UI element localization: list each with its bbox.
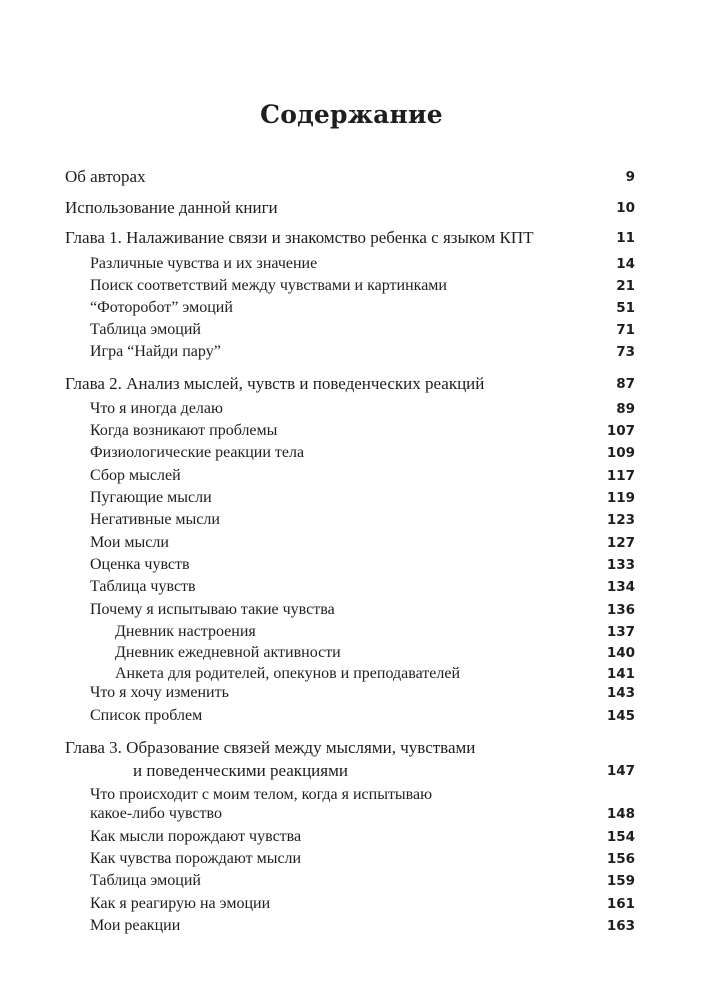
toc-entry-page-number: 73	[616, 344, 635, 360]
toc-entry-page-number: 134	[606, 579, 635, 595]
toc-entry	[65, 442, 635, 464]
toc-entry	[65, 275, 635, 297]
toc-entry-page-number: 137	[606, 624, 635, 640]
toc-entry-page-number: 133	[606, 557, 635, 573]
toc-entry-page-number: 117	[606, 468, 635, 484]
toc-entry-title: Таблица чувств	[90, 578, 196, 595]
toc-entry-page-number: 89	[616, 401, 635, 417]
toc-entry-page-number: 10	[616, 200, 635, 216]
toc-entry-title: Таблица эмоций	[90, 872, 201, 889]
toc-entry-title: Пугающие мысли	[90, 489, 212, 506]
toc-entry-title: Почему я испытываю такие чувства	[90, 601, 335, 618]
toc-entry-title: Глава 2. Анализ мыслей, чувств и поведенческих реакций	[65, 374, 485, 393]
toc-entry-page-number: 140	[606, 645, 635, 661]
toc-entry	[65, 737, 635, 759]
toc-entry-title: Игра “Найди пару”	[90, 343, 221, 360]
toc-entry	[65, 621, 635, 643]
toc-entry-page-number: 119	[606, 490, 635, 506]
toc-entry-title: Таблица эмоций	[90, 321, 201, 338]
toc-entry-page-number: 71	[616, 322, 635, 338]
toc-entry-title: Негативные мысли	[90, 511, 220, 528]
toc-entry-title: Дневник ежедневной активности	[115, 644, 341, 661]
toc-entry-page-number: 107	[606, 423, 635, 439]
toc-entry	[65, 532, 635, 554]
toc-entry	[65, 576, 635, 598]
toc-entry	[65, 893, 635, 915]
toc-entry-page-number: 154	[606, 829, 635, 845]
toc-entry	[65, 341, 635, 363]
toc-entry	[65, 398, 635, 420]
toc-entry-page-number: 161	[606, 896, 635, 912]
toc-entry-title: Мои мысли	[90, 534, 169, 551]
toc-entry-title: Когда возникают проблемы	[90, 422, 278, 439]
toc-entry	[65, 197, 635, 219]
toc-entry-page-number: 141	[606, 666, 635, 682]
toc-entry-page-number: 159	[606, 873, 635, 889]
toc-entry	[65, 319, 635, 341]
toc-entry	[65, 803, 635, 825]
toc-entry-title: и поведенческими реакциями	[133, 761, 348, 780]
toc-entry-title: какое-либо чувство	[90, 805, 222, 822]
toc-entry	[65, 487, 635, 509]
toc-entry	[65, 166, 635, 188]
toc-entry-page-number: 9	[625, 169, 635, 185]
toc-entry	[65, 682, 635, 704]
toc-entry-page-number: 87	[616, 376, 635, 392]
toc-entry-page-number: 156	[606, 851, 635, 867]
toc-entry-page-number: 143	[606, 685, 635, 701]
toc-entry-title: Различные чувства и их значение	[90, 255, 318, 272]
toc-entry-page-number: 147	[606, 763, 635, 779]
toc-entry-title: Что я хочу изменить	[90, 684, 229, 701]
toc-entry	[65, 227, 635, 249]
toc-entry-title: Как я реагирую на эмоции	[90, 895, 271, 912]
toc-entry-page-number: 136	[606, 602, 635, 618]
toc-entry	[65, 599, 635, 621]
page-title: Содержание	[260, 100, 443, 129]
toc-entry-title: Анкета для родителей, опекунов и преподавателей	[115, 665, 461, 682]
toc-entry	[65, 848, 635, 870]
toc-entry-title: Сбор мыслей	[90, 467, 181, 484]
toc-entry	[65, 870, 635, 892]
toc-entry-title: Что я иногда делаю	[90, 400, 223, 417]
toc-entry	[65, 760, 635, 782]
toc-entry	[65, 297, 635, 319]
toc-entry-page-number: 145	[606, 708, 635, 724]
toc-entry-page-number: 127	[606, 535, 635, 551]
toc-entry-page-number: 109	[606, 445, 635, 461]
toc-entry-title: Что происходит с моим телом, когда я испытываю	[90, 786, 433, 803]
toc-entry	[65, 915, 635, 937]
toc-entry	[65, 642, 635, 664]
toc-entry-title: Мои реакции	[90, 917, 181, 934]
toc-entry-title: Как мысли порождают чувства	[90, 828, 302, 845]
toc-entry-page-number: 163	[606, 918, 635, 934]
toc-entry	[65, 509, 635, 531]
toc-entry-title: Дневник настроения	[115, 623, 256, 640]
toc-entry	[65, 373, 635, 395]
toc-entry	[65, 826, 635, 848]
toc-entry-page-number: 11	[616, 230, 635, 246]
toc-entry-title: Глава 3. Образование связей между мыслями, чувствами	[65, 738, 476, 757]
toc-entry	[65, 705, 635, 727]
toc-entry-page-number: 51	[616, 300, 635, 316]
toc-entry-page-number: 148	[606, 806, 635, 822]
toc-entry-page-number: 14	[616, 256, 635, 272]
toc-entry-title: Поиск соответствий между чувствами и картинками	[90, 277, 447, 294]
toc-entry-title: Использование данной книги	[65, 198, 278, 217]
toc-entry-title: Глава 1. Налаживание связи и знакомство ребенка с языком КПТ	[65, 228, 534, 247]
toc-entry-title: Оценка чувств	[90, 556, 190, 573]
toc-entry	[65, 420, 635, 442]
toc-entry	[65, 554, 635, 576]
toc-entry-title: Список проблем	[90, 707, 203, 724]
toc-entry-page-number: 21	[616, 278, 635, 294]
toc-entry-title: Об авторах	[65, 167, 146, 186]
toc-entry	[65, 465, 635, 487]
toc-entry-page-number: 123	[606, 512, 635, 528]
toc-entry-title: Как чувства порождают мысли	[90, 850, 302, 867]
toc-entry-title: Физиологические реакции тела	[90, 444, 305, 461]
toc-entry	[65, 253, 635, 275]
toc-entry-title: “Фоторобот” эмоций	[90, 299, 233, 316]
